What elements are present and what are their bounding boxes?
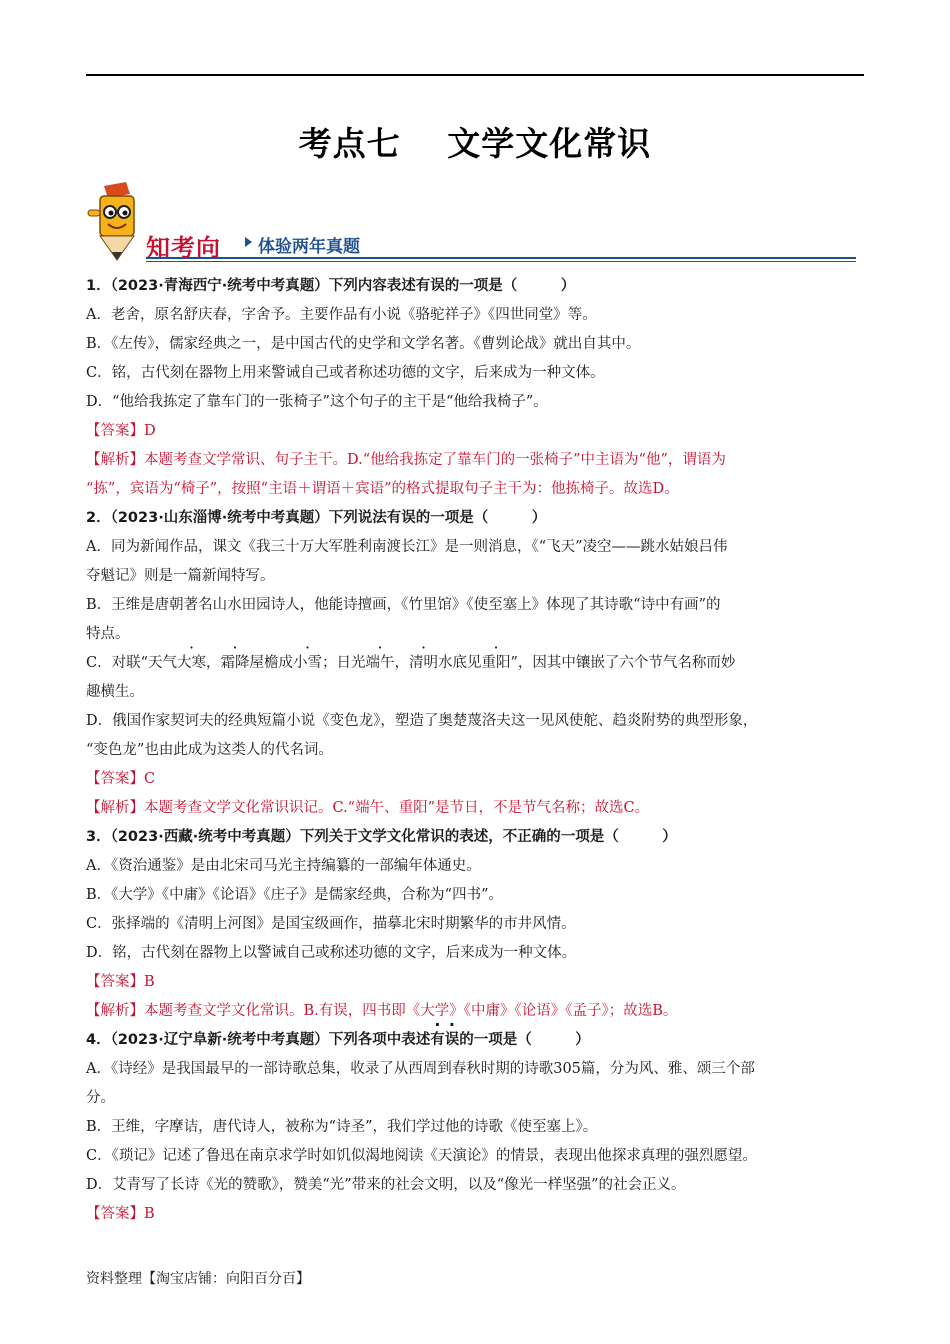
- option-a: A．同为新闻作品，课文《我三十万大军胜利南渡长江》是一则消息，《“飞天”凌空——跳水姑娘吕伟: [86, 539, 728, 555]
- question-heading: [86, 1026, 866, 1055]
- top-rule: [86, 74, 864, 76]
- option-c-cont: 趣横生。: [86, 684, 144, 700]
- question-heading: 2．（2023·山东淄博·统考中考真题）下列说法有误的一项是（ ）: [86, 510, 547, 526]
- text-run: 屋檐成: [249, 655, 294, 671]
- option-c: [86, 649, 866, 678]
- answer: 【答案】D: [86, 423, 156, 439]
- text-run: ；日光: [322, 655, 366, 671]
- question-1: [86, 272, 866, 504]
- option-c: C．铭，古代刻在器物上用来警诫自己或者称述功德的文字，后来成为一种文体。: [86, 365, 605, 381]
- footer-source: 资料整理【淘宝店铺：向阳百分百】: [86, 1271, 310, 1287]
- option-b: B．王维是唐朝著名山水田园诗人，他能诗擅画，《竹里馆》《使至塞上》体现了其诗歌“诗中有画”的: [86, 597, 721, 613]
- option-a-cont: 分。: [86, 1090, 115, 1106]
- question-4: [86, 1026, 866, 1229]
- explanation-line: “拣”，宾语为“椅子”，按照“主语＋谓语＋宾语”的格式提取句子主干为：他拣椅子。故选D。: [86, 481, 679, 497]
- option-a: A．《资治通鉴》是由北宋司马光主持编纂的一部编年体通史。: [86, 858, 481, 874]
- emphasized-term: 清明: [409, 655, 439, 671]
- option-d: D．“他给我拣定了靠车门的一张椅子”这个句子的主干是“他给我椅子”。: [86, 394, 548, 410]
- text-run: ，: [206, 655, 221, 671]
- question-list: [86, 272, 866, 1229]
- emphasized-term: 小雪: [293, 655, 323, 671]
- text-run: 水底见: [438, 655, 482, 671]
- option-b-cont: 特点。: [86, 626, 130, 642]
- banner-underline-thin: [146, 261, 856, 262]
- banner-brand: 知考向: [146, 234, 221, 262]
- explanation-line: 【解析】本题考查文学文化常识识记。C.“端午、重阳”是节日，不是节气名称；故选C。: [86, 800, 650, 816]
- emphasized-term: 有: [430, 1032, 445, 1048]
- option-b: B．《左传》，儒家经典之一，是中国古代的史学和文学名著。《曹刿论战》就出自其中。: [86, 336, 641, 352]
- text-run: ，: [394, 655, 410, 671]
- page-title: 考点七 文学文化常识: [298, 124, 652, 163]
- option-a: A．老舍，原名舒庆春，字舍予。主要作品有小说《骆驼祥子》《四世同堂》等。: [86, 307, 597, 323]
- banner-subtitle: 体验两年真题: [258, 237, 360, 257]
- question-2: [86, 504, 866, 823]
- option-c: C．张择端的《清明上河图》是国宝级画作，描摹北宋时期繁华的市井风情。: [86, 916, 576, 932]
- explanation-line: 【解析】本题考查文学常识、句子主干。D.“他给我拣定了靠车门的一张椅子”中主语为“他”，谓语为: [86, 452, 726, 468]
- emphasized-term: 霜降: [220, 655, 250, 671]
- emphasized-term: 端午: [365, 655, 395, 671]
- option-c: C．《琐记》记述了鲁迅在南京求学时如饥似渴地阅读《天演论》的情景，表现出他探求真理的强烈愿望。: [86, 1148, 757, 1164]
- question-3: [86, 823, 866, 1026]
- answer: 【答案】C: [86, 771, 156, 787]
- answer: 【答案】B: [86, 974, 155, 990]
- question-heading: 3．（2023·西藏·统考中考真题）下列关于文学文化常识的表述，不正确的一项是（ ）: [86, 829, 677, 845]
- emphasized-term: 误: [444, 1032, 460, 1048]
- option-a: A．《诗经》是我国最早的一部诗歌总集，收录了从西周到春秋时期的诗歌305篇，分为风、雅、颂三个部: [86, 1061, 755, 1077]
- emphasized-term: 重阳: [481, 655, 511, 671]
- text-run: 的一项是（ ）: [459, 1032, 590, 1048]
- option-d: D．艾青写了长诗《光的赞歌》，赞美“光”带来的社会文明，以及“像光一样坚强”的社会正义。: [86, 1177, 686, 1193]
- option-d: D．铭，古代刻在器物上以警诫自己或称述功德的文字，后来成为一种文体。: [86, 945, 577, 961]
- pencil-mascot-icon: [86, 182, 148, 262]
- option-b: B．《大学》《中庸》《论语》《庄子》是儒家经典，合称为“四书”。: [86, 887, 503, 903]
- emphasized-term: 大寒: [177, 655, 207, 671]
- text-run: ”，因其中镶嵌了六个节气名称而妙: [510, 655, 736, 671]
- answer: 【答案】B: [86, 1206, 155, 1222]
- question-heading: 1．（2023·青海西宁·统考中考真题）下列内容表述有误的一项是（ ）: [86, 278, 576, 294]
- text-run: C．对联“天气: [86, 655, 178, 671]
- option-b: B．王维，字摩诘，唐代诗人，被称为“诗圣”，我们学过他的诗歌《使至塞上》。: [86, 1119, 598, 1135]
- section-banner: [86, 182, 858, 264]
- option-d-cont: “变色龙”也由此成为这类人的代名词。: [86, 742, 333, 758]
- arrow-right-icon: [245, 237, 252, 247]
- text-run: 4．（2023·辽宁阜新·统考中考真题）下列各项中表述: [86, 1032, 431, 1048]
- explanation-line: 【解析】本题考查文学文化常识。B.有误，四书即《大学》《中庸》《论语》《孟子》；故选B。: [86, 1003, 678, 1019]
- option-a-cont: 夺魁记》则是一篇新闻特写。: [86, 568, 275, 584]
- banner-underline: [146, 257, 856, 259]
- option-d: D．俄国作家契诃夫的经典短篇小说《变色龙》，塑造了奥楚蔑洛夫这一见风使舵、趋炎附势的典型形象，: [86, 713, 758, 729]
